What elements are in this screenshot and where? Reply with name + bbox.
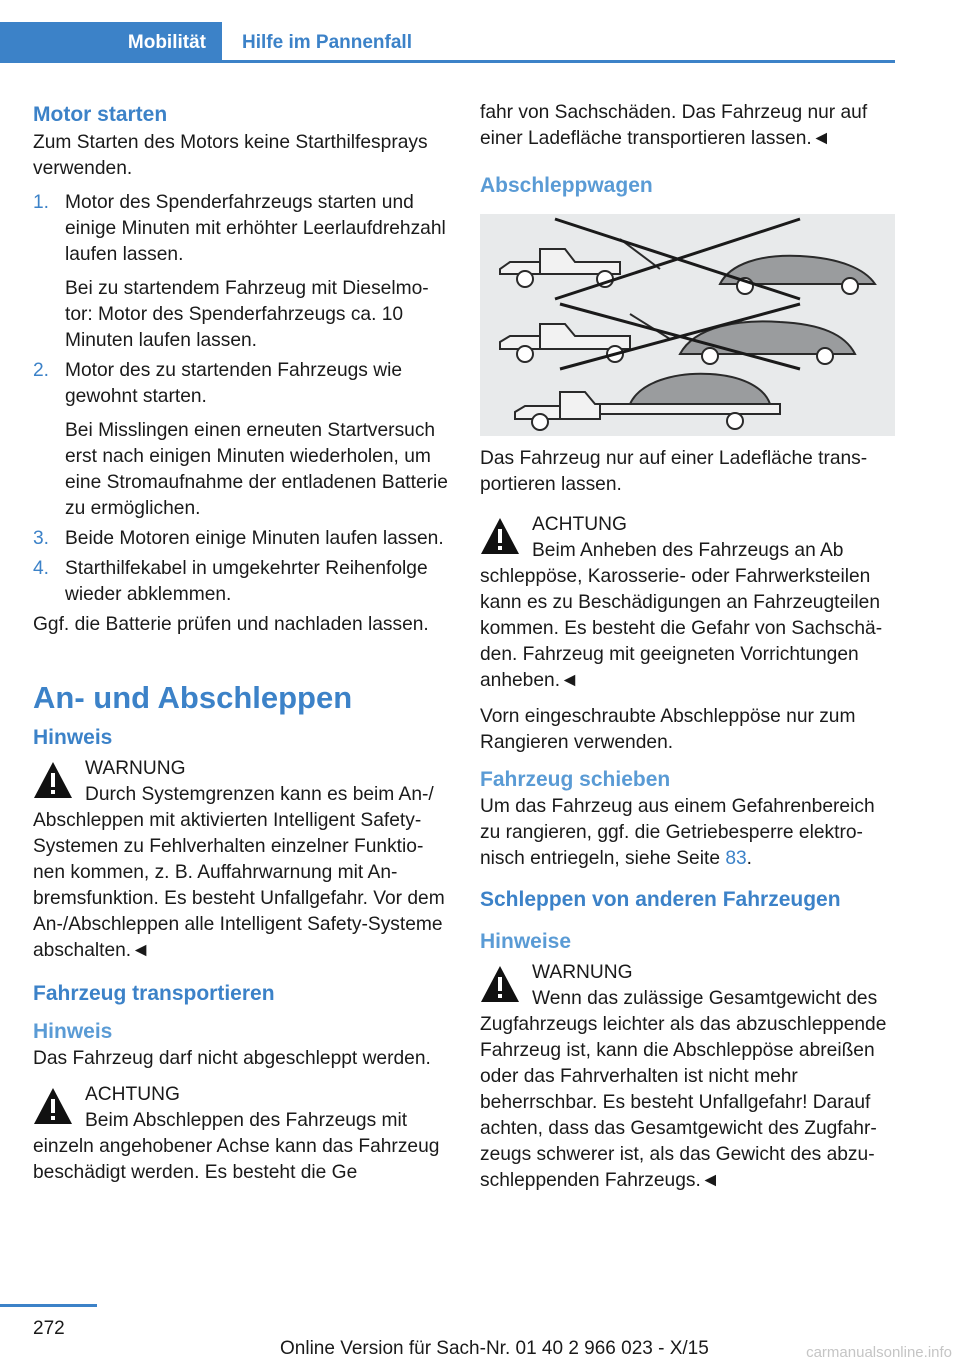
battery-note: Ggf. die Batterie prüfen und nachladen lassen. <box>33 614 429 635</box>
push-text-post: . <box>746 848 753 869</box>
warning-title: WARNUNG <box>532 962 633 983</box>
caution-box <box>33 1078 448 1186</box>
online-version-note: Online Version für Sach-Nr. 01 40 2 966 023 - X/15 <box>280 1338 709 1359</box>
page-footer <box>0 1304 960 1362</box>
heading-schleppen-anderer-fahrzeuge: Schleppen von anderen Fahrzeugen <box>480 888 841 911</box>
heading-abschleppwagen: Abschleppwagen <box>480 174 653 197</box>
push-text-pre: Um das Fahrzeug aus einem Gefahrenbereich zu rangieren, ggf. die Getriebesperre elektronisch entriegeln, siehe Seite <box>480 796 875 869</box>
list-item <box>33 556 448 608</box>
step-text: Motor des Spenderfahrzeugs starten und einige Minuten mit erhöhter Leerlaufdrehzahl laufen lassen. <box>65 192 446 265</box>
caution-first-line: Beim Abschleppen des Fahrzeugs mit <box>85 1110 408 1131</box>
warning-box <box>480 956 900 1194</box>
transport-text: Das Fahrzeug darf nicht abgeschleppt werden. <box>33 1048 431 1069</box>
heading-an-und-abschleppen: An- und Abschleppen <box>33 680 353 715</box>
caution-triangle-icon <box>480 516 520 556</box>
start-steps-list <box>33 190 448 608</box>
tab-hilfe-im-pannenfall[interactable]: Hilfe im Pannenfall <box>242 31 412 53</box>
header-underline <box>0 60 895 63</box>
warning-first-line: Wenn das zulässige Gesamtgewicht des <box>532 988 878 1009</box>
continued-text: fahr von Sachschäden. Das Fahrzeug nur auf einer Ladefläche transportieren lassen.◄ <box>480 102 868 149</box>
caution-first-line: Beim Anheben des Fahrzeugs an Ab <box>532 540 844 561</box>
page-header <box>0 22 895 64</box>
step-text: Starthilfekabel in umgekehrter Reihenfolge wieder abklemmen. <box>65 558 428 605</box>
list-item <box>33 526 448 552</box>
heading-hinweis: Hinweis <box>33 726 113 749</box>
right-column <box>480 100 900 1194</box>
caution-body: einzeln angehobener Achse kann das Fahrzeug beschädigt werden. Es besteht die Ge <box>33 1136 440 1183</box>
warning-box <box>33 752 448 964</box>
caution-box <box>480 508 900 694</box>
tow-truck-diagram <box>480 214 895 436</box>
warning-triangle-icon <box>480 964 520 1004</box>
heading-fahrzeug-schieben: Fahrzeug schieben <box>480 768 671 791</box>
warning-first-line: Durch Systemgrenzen kann es beim An-/ <box>85 784 434 805</box>
step-extra: Bei zu startendem Fahrzeug mit Dieselmotor: Motor des Spenderfahrzeugs ca. 10 Minuten laufen lassen. <box>65 278 429 351</box>
tab-mobilitaet[interactable]: Mobilität <box>0 22 222 63</box>
caution-triangle-icon <box>33 1086 73 1126</box>
step-number: 3. <box>33 528 50 549</box>
step-number: 4. <box>33 558 50 579</box>
heading-transport-hinweis: Hinweis <box>33 1020 113 1043</box>
caution-title: ACHTUNG <box>532 514 627 535</box>
step-number: 2. <box>33 360 50 381</box>
list-item <box>33 358 448 522</box>
left-column <box>33 100 448 1186</box>
page-83-link[interactable]: 83 <box>725 848 747 869</box>
page-number: 272 <box>33 1318 65 1339</box>
list-item <box>33 190 448 354</box>
warning-body: Abschleppen mit aktivierten Intelligent Safety-Systemen zu Fehlverhalten einzelner Funktionen kommen, z. B. Auffahrwarnung mit Anbremsfunktion. Es besteht Unfallgefahr. Vor dem An-/Abschleppen alle Intelligent Safety-Systeme abschalten.◄ <box>33 810 445 961</box>
heading-hinweise: Hinweise <box>480 930 572 953</box>
page-number-rule <box>0 1304 97 1307</box>
push-text <box>480 794 900 872</box>
step-text: Beide Motoren einige Minuten laufen lassen. <box>65 528 444 549</box>
heading-fahrzeug-transportieren: Fahrzeug transportieren <box>33 982 275 1005</box>
tow-caption: Das Fahrzeug nur auf einer Ladefläche transportieren lassen. <box>480 448 868 495</box>
step-number: 1. <box>33 192 50 213</box>
warning-body: Zugfahrzeugs leichter als das abzuschleppende Fahrzeug ist, kann die Abschleppöse abreißen oder das Fahrverhalten ist nicht mehr beherrschbar. Es besteht Unfallgefahr! Darauf achten, dass das Gesamtgewicht des Zugfahrzeugs schwerer ist, als das Gewicht des abzuschleppenden Fahrzeugs.◄ <box>480 1014 887 1191</box>
caution-title: ACHTUNG <box>85 1084 180 1105</box>
heading-motor-starten: Motor starten <box>33 103 168 126</box>
step-extra: Bei Misslingen einen erneuten Startversuch erst nach einigen Minuten wiederholen, um eine Stromaufnahme der entladenen Batterie zu ermöglichen. <box>65 420 448 519</box>
tow-truck-illustration <box>480 214 895 436</box>
warning-triangle-icon <box>33 760 73 800</box>
front-eye-note: Vorn eingeschraubte Abschleppöse nur zum Rangieren verwenden. <box>480 706 856 753</box>
motor-intro: Zum Starten des Motors keine Starthilfesprays verwenden. <box>33 132 428 179</box>
caution-body: schleppöse, Karosserie- oder Fahrwerksteilen kann es zu Beschädigungen an Fahrzeugteilen kommen. Es besteht die Gefahr von Sachschäden. Fahrzeug mit geeigneten Vorrichtungen anheben.◄ <box>480 566 883 691</box>
step-text: Motor des zu startenden Fahrzeugs wie gewohnt starten. <box>65 360 403 407</box>
watermark: carmanualsonline.info <box>806 1344 952 1361</box>
warning-title: WARNUNG <box>85 758 186 779</box>
